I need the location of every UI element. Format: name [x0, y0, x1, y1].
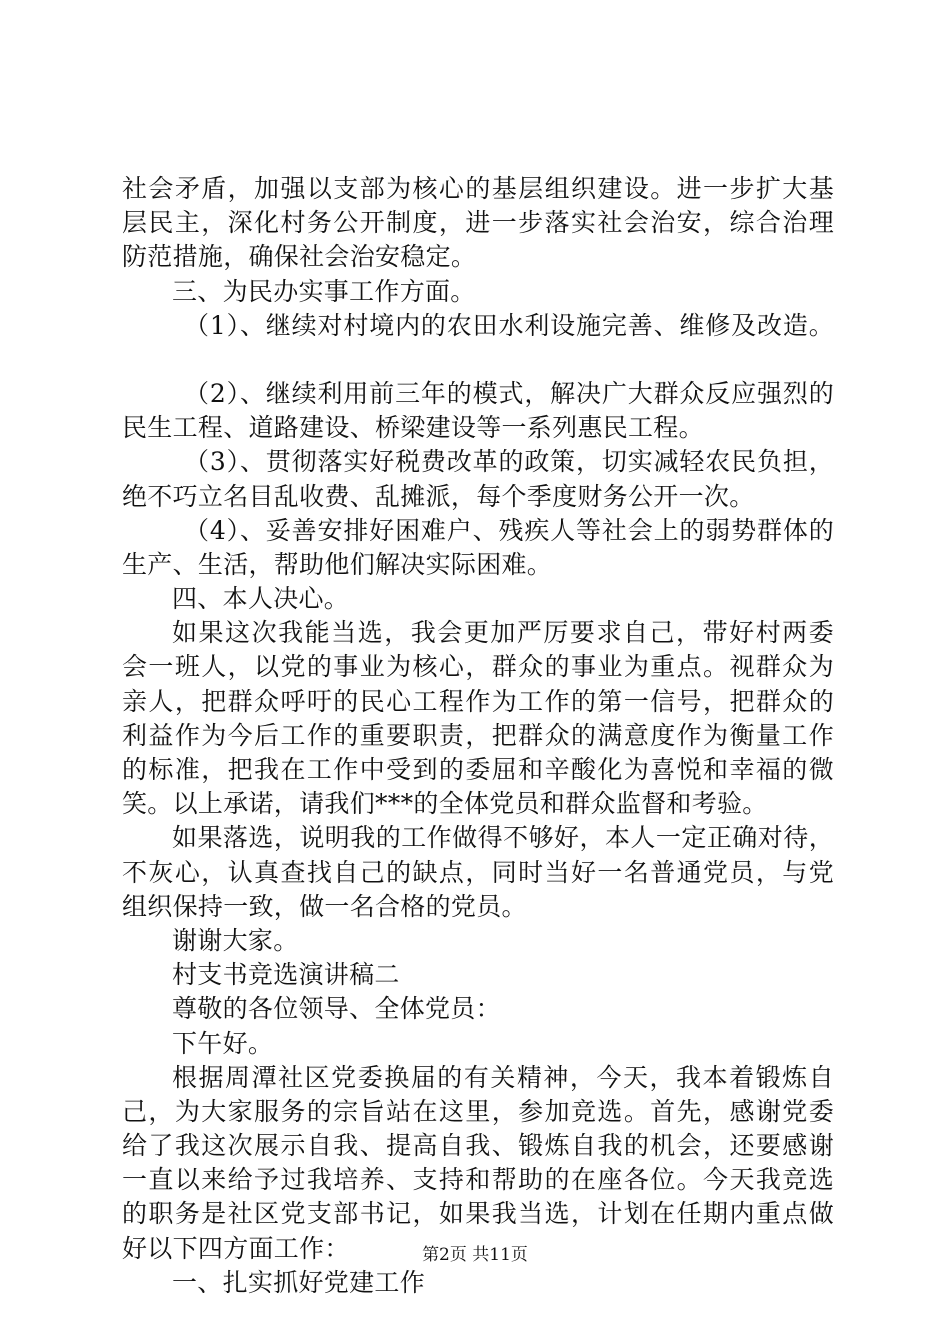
text-line: 如果落选，说明我的工作做得不够好，本人一定正确对待，: [172, 823, 834, 853]
text-line: 绝不巧立名目乱收费、乱摊派，每个季度财务公开一次。: [122, 481, 755, 511]
text-line: 亲人，把群众呼吁的民心工程作为工作的第一信号，把群众的: [122, 686, 834, 716]
text-line: 一直以来给予过我培养、支持和帮助的在座各位。今天我竞选: [122, 1165, 834, 1195]
text-line: 防范措施，确保社会治安稳定。: [122, 242, 477, 272]
section-heading: 三、为民办实事工作方面。: [172, 276, 476, 306]
text-line: 层民主，深化村务公开制度，进一步落实社会治安，综合治理: [122, 208, 834, 238]
greeting: 下午好。: [172, 1028, 274, 1058]
text-line: 给了我这次展示自我、提高自我、锻炼自我的机会，还要感谢: [122, 1131, 834, 1161]
list-item: （2）、继续利用前三年的模式，解决广大群众反应强烈的: [184, 378, 834, 408]
text-line: 会一班人，以党的事业为核心，群众的事业为重点。视群众为: [122, 652, 834, 682]
text-line: 己，为大家服务的宗旨站在这里，参加竞选。首先，感谢党委: [122, 1096, 834, 1126]
text-line: 不灰心，认真查找自己的缺点，同时当好一名普通党员，与党: [122, 857, 834, 887]
page-number: 第2页 共11页: [422, 1245, 528, 1265]
text-line: 的职务是社区党支部书记，如果我当选，计划在任期内重点做: [122, 1199, 834, 1229]
document-body: [122, 172, 834, 1300]
list-item: （3）、贯彻落实好税费改革的政策，切实减轻农民负担，: [184, 447, 834, 477]
text-line: 好以下四方面工作：: [122, 1233, 350, 1263]
section-heading: 四、本人决心。: [172, 584, 350, 614]
list-item: （4）、妥善安排好困难户、残疾人等社会上的弱势群体的: [184, 515, 834, 545]
text-line: 的标准，把我在工作中受到的委屈和辛酸化为喜悦和幸福的微: [122, 755, 834, 784]
subtitle: 村支书竞选演讲稿二: [172, 960, 400, 990]
text-line: 利益作为今后工作的重要职责，把群众的满意度作为衡量工作: [122, 720, 834, 750]
text-line: 笑。以上承诺，请我们***的全体党员和群众监督和考验。: [122, 789, 768, 819]
text-line: 根据周潭社区党委换届的有关精神，今天，我本着锻炼自: [172, 1062, 834, 1092]
text-line: 如果这次我能当选，我会更加严厉要求自己，带好村两委: [172, 618, 834, 648]
section-heading: 一、扎实抓好党建工作: [172, 1267, 426, 1297]
text-line: 民生工程、道路建设、桥梁建设等一系列惠民工程。: [122, 413, 704, 443]
text-line: 社会矛盾，加强以支部为核心的基层组织建设。进一步扩大基: [122, 174, 834, 203]
text-line: 组织保持一致，做一名合格的党员。: [122, 891, 527, 921]
salutation: 尊敬的各位领导、全体党员：: [172, 994, 501, 1024]
list-item: （1）、继续对村境内的农田水利设施完善、维修及改造。: [184, 310, 834, 340]
text-line: 谢谢大家。: [172, 925, 299, 955]
text-line: 生产、生活，帮助他们解决实际困难。: [122, 549, 553, 579]
